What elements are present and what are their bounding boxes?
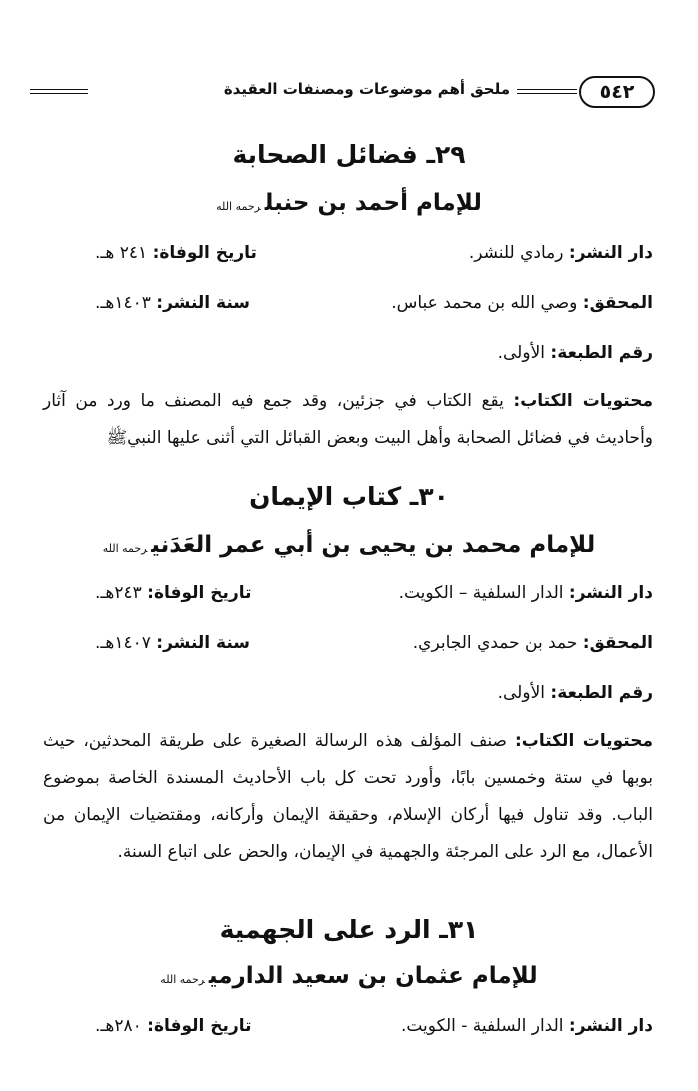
book-31-publisher xyxy=(401,1016,653,1036)
book-30-death-date xyxy=(95,583,252,603)
book-30-editor xyxy=(413,633,653,653)
book-29-title: ٢٩ـ فضائل الصحابة xyxy=(232,140,466,169)
book-29-author xyxy=(0,190,698,216)
contents-label: محتويات الكتاب: xyxy=(513,391,653,411)
page-number: ٥٤٢ xyxy=(579,76,655,108)
publisher-label: دار النشر: xyxy=(568,583,653,603)
death-date-label: تاريخ الوفاة: xyxy=(152,243,257,263)
edition-label: رقم الطبعة: xyxy=(550,343,653,363)
death-date-value: ٢٤٣هـ. xyxy=(95,583,142,603)
author-name: للإمام محمد بن يحيى بن أبي عمر العَدَني xyxy=(151,532,596,558)
pub-year-label: سنة النشر: xyxy=(156,293,251,313)
honorific: رحمه الله xyxy=(102,542,148,555)
pub-year-label: سنة النشر: xyxy=(156,633,251,653)
prophet-honorific: ﷺ xyxy=(106,428,128,448)
publisher-value: الدار السلفية – الكويت. xyxy=(398,583,564,603)
book-30-contents xyxy=(43,723,653,871)
header-rule xyxy=(30,89,88,94)
death-date-value: ٢٨٠هـ. xyxy=(95,1016,142,1036)
edition-label: رقم الطبعة: xyxy=(550,683,653,703)
honorific: رحمه الله xyxy=(160,973,205,986)
editor-label: المحقق: xyxy=(582,633,653,653)
page-header xyxy=(30,74,655,114)
book-29-pub-year xyxy=(95,293,250,313)
contents-text: يقع الكتاب في جزئين، وقد جمع فيه المصنف ما ورد من آثار وأحاديث في فضائل الصحابة وأهل البيت وبعض القبائل التي أثنى عليها النبي xyxy=(43,391,653,448)
book-29-editor xyxy=(391,293,653,313)
editor-label: المحقق: xyxy=(582,293,653,313)
contents-text: صنف المؤلف هذه الرسالة الصغيرة على طريقة المحدثين، حيث بوبها في ستة وخمسين بابًا، وأورد تحت كل باب الأحاديث المسندة الخاصة بموضوع الباب. وقد تناول فيها أركان الإسلام، وحقيقة الإيمان وأركانه، ومقتضيات الإيمان من الأعمال، مع الرد على المرجئة والجهمية في الإيمان، والحض على اتباع السنة. xyxy=(43,731,653,862)
pub-year-value: ١٤٠٣هـ. xyxy=(95,293,151,313)
book-29-contents xyxy=(43,383,653,457)
book-30-author xyxy=(0,532,698,558)
book-30-edition xyxy=(498,683,653,703)
publisher-value: رمادي للنشر. xyxy=(468,243,564,263)
publisher-value: الدار السلفية - الكويت. xyxy=(400,1016,564,1036)
honorific: رحمه الله xyxy=(216,200,261,213)
publisher-label: دار النشر: xyxy=(568,243,653,263)
publisher-label: دار النشر: xyxy=(568,1016,653,1036)
death-date-label: تاريخ الوفاة: xyxy=(147,1016,252,1036)
book-31-author xyxy=(0,963,698,989)
author-name: للإمام عثمان بن سعيد الدارمي xyxy=(208,963,538,989)
book-29-edition xyxy=(498,343,653,363)
contents-label: محتويات الكتاب: xyxy=(514,731,653,751)
header-rule xyxy=(517,89,577,94)
book-30-pub-year xyxy=(95,633,250,653)
edition-value: الأولى. xyxy=(497,683,545,703)
editor-value: حمد بن حمدي الجابري. xyxy=(412,633,578,653)
edition-value: الأولى. xyxy=(497,343,545,363)
book-29-death-date xyxy=(95,243,257,263)
death-date-value: ٢٤١ هـ. xyxy=(95,243,148,263)
book-29-publisher xyxy=(469,243,653,263)
death-date-label: تاريخ الوفاة: xyxy=(147,583,252,603)
editor-value: وصي الله بن محمد عباس. xyxy=(391,293,578,313)
book-31-title: ٣١ـ الرد على الجهمية xyxy=(219,915,479,944)
book-30-title: ٣٠ـ كتاب الإيمان xyxy=(249,482,449,511)
header-title: ملحق أهم موضوعات ومصنفات العقيدة xyxy=(223,80,510,98)
author-name: للإمام أحمد بن حنبل xyxy=(264,190,482,216)
pub-year-value: ١٤٠٧هـ. xyxy=(95,633,151,653)
book-30-publisher xyxy=(399,583,653,603)
book-31-death-date xyxy=(95,1016,252,1036)
